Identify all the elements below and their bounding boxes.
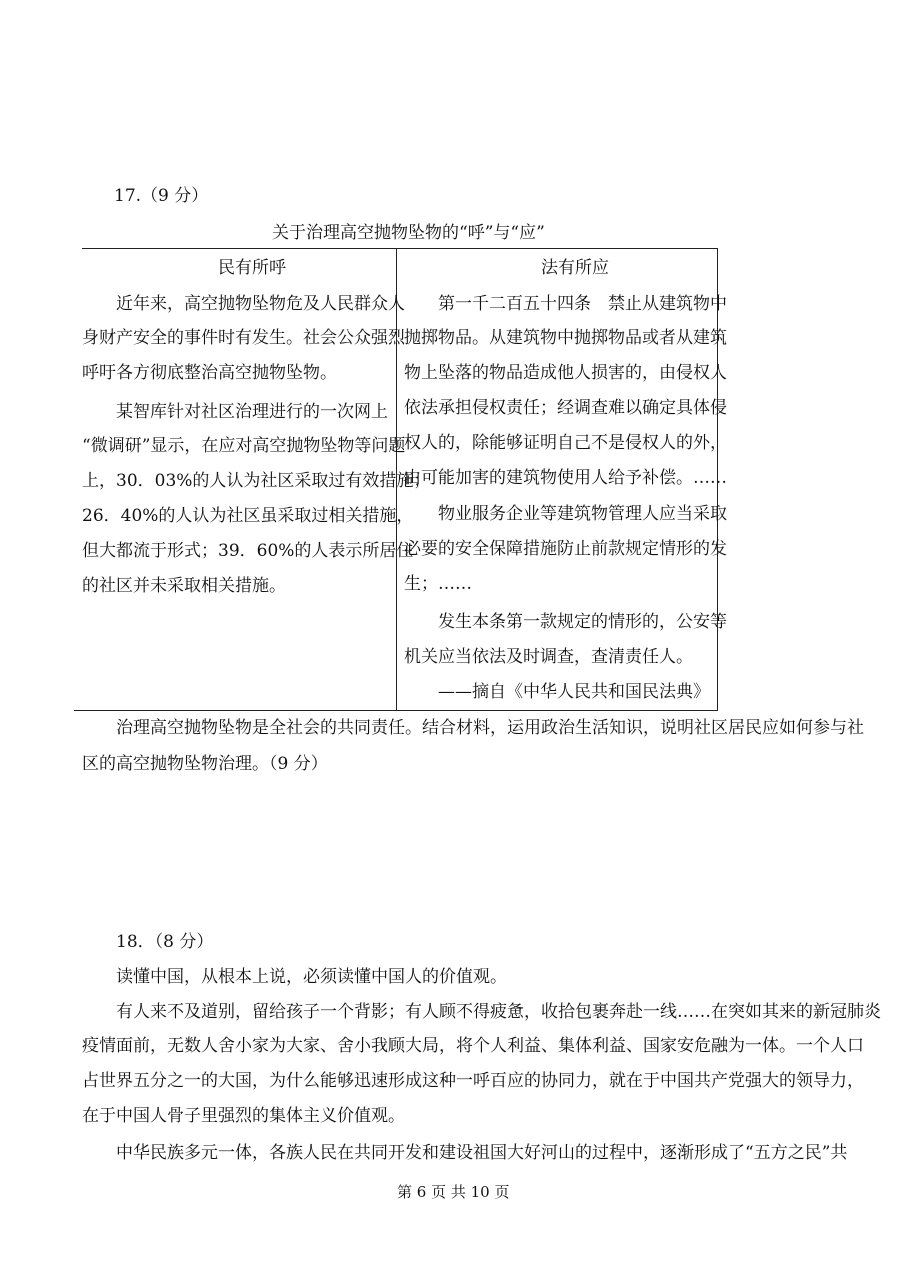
paragraph-line: 占世界五分之一的大国，为什么能够迅速形成这种一呼百应的协同力，就在于中国共产党强大的领导力，	[82, 1071, 864, 1091]
table-title: 关于治理高空抛物坠物的“呼”与“应”	[272, 223, 545, 243]
question-prompt-line: 治理高空抛物坠物是全社会的共同责任。结合材料，运用政治生活知识，说明社区居民应如何参与社	[116, 718, 864, 738]
paragraph-line: 疫情面前，无数人舍小家为大家、舍小我顾大局，将个人利益、集体利益、国家安危融为一体。一个人口	[82, 1036, 864, 1056]
page-footer: 第 6 页 共 10 页	[397, 1183, 510, 1201]
right-text-line: 机关应当依法及时调查，查清责任人。	[404, 647, 693, 667]
left-text-line: 呼吁各方彻底整治高空抛物坠物。	[82, 363, 337, 383]
right-text-line: 物上坠落的物品造成他人损害的，由侵权人	[404, 363, 727, 383]
paragraph-line: 中华民族多元一体，各族人民在共同开发和建设祖国大好河山的过程中，逐渐形成了“五方之民”共	[116, 1143, 848, 1163]
right-text-line: 抛掷物品。从建筑物中抛掷物品或者从建筑	[404, 328, 727, 348]
left-text-line: 身财产安全的事件时有发生。社会公众强烈	[82, 328, 405, 348]
right-text-line: 发生本条第一款规定的情形的，公安等	[438, 612, 727, 632]
right-text-line: 生；……	[404, 574, 472, 594]
question-prompt-line: 区的高空抛物坠物治理。（9 分）	[82, 754, 328, 774]
left-text-line: “微调研”显示，在应对高空抛物坠物等问题	[82, 436, 406, 456]
paragraph-line: 读懂中国，从根本上说，必须读懂中国人的价值观。	[116, 967, 507, 987]
left-column-header: 民有所呼	[218, 258, 286, 278]
paragraph-line: 在于中国人骨子里强烈的集体主义价值观。	[82, 1106, 405, 1126]
left-text-line: 上，30．03%的人认为社区采取过有效措施；	[82, 471, 431, 491]
left-text-line: 近年来，高空抛物坠物危及人民群众人	[116, 294, 405, 314]
paragraph-line: 有人来不及道别，留给孩子一个背影；有人顾不得疲惫，收拾包裹奔赴一线……在突如其来的新冠肺炎	[116, 1002, 881, 1022]
right-column-header: 法有所应	[541, 258, 609, 278]
question-number: 17.（9 分）	[114, 186, 209, 206]
table-top-border	[82, 248, 718, 249]
right-text-line: 依法承担侵权责任；经调查难以确定具体侵	[404, 398, 727, 418]
right-text-line: 第一千二百五十四条 禁止从建筑物中	[438, 294, 727, 314]
right-text-line: 由可能加害的建筑物使用人给予补偿。……	[404, 468, 727, 488]
left-text-line: 26．40%的人认为社区虽采取过相关措施，	[82, 506, 414, 526]
table-bottom-border	[74, 710, 718, 711]
right-text-line: 权人的，除能够证明自己不是侵权人的外，	[404, 433, 727, 453]
left-text-line: 的社区并未采取相关措施。	[82, 576, 286, 596]
left-text-line: 但大都流于形式；39．60%的人表示所居住	[82, 541, 414, 561]
left-text-line: 某智库针对社区治理进行的一次网上	[116, 402, 388, 422]
source-citation: ——摘自《中华人民共和国民法典》	[438, 682, 710, 702]
right-text-line: 必要的安全保障措施防止前款规定情形的发	[404, 539, 727, 559]
question-number: 18．（8 分）	[116, 932, 214, 952]
right-text-line: 物业服务企业等建筑物管理人应当采取	[438, 504, 727, 524]
